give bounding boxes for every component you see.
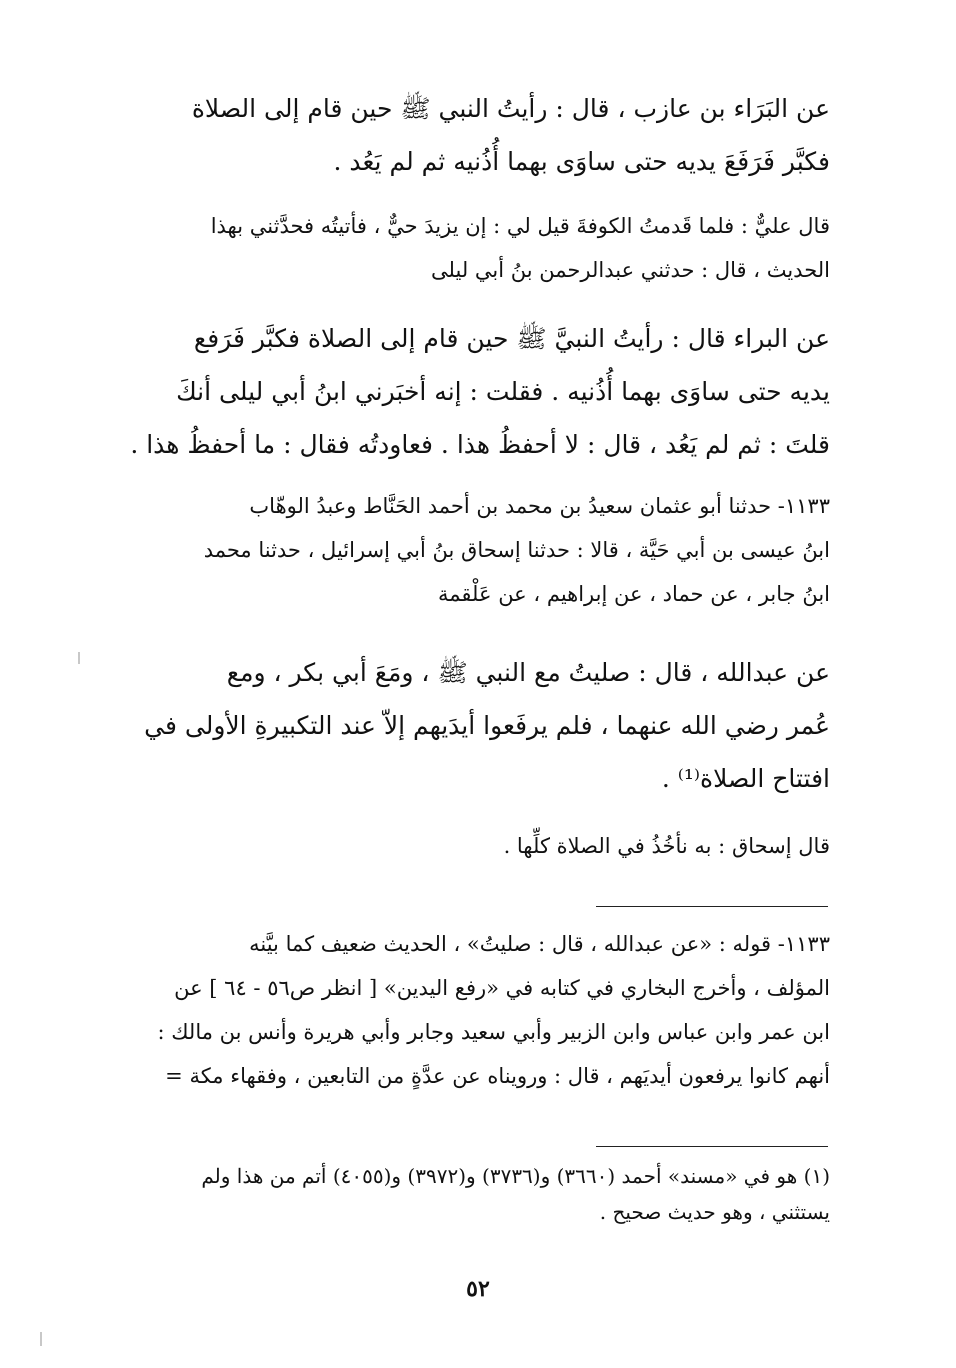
text-line: قلتَ : ثم لم يَعُد ، قال : لا أحفظُ هذا . فعاودتُه فقال : ما أحفظُ هذا . xyxy=(130,430,830,459)
text-line: قال إسحاق : به نأخُذُ في الصلاة كلِّها . xyxy=(503,834,830,858)
footnote-1 xyxy=(122,1158,830,1230)
paragraph-hadith-abdullah xyxy=(122,646,830,805)
text-line: قال عليٌّ : فلما قَدمتُ الكوفةَ قيل لي : إن يزيدَ حيٌّ ، فأتيتُه فحدَّثني بهذا xyxy=(210,214,830,238)
text-line: يديه حتى ساوَى بهما أُذُنيه . فقلت : إنه أخبَرني ابنُ أبي ليلى أنكَ xyxy=(176,377,830,406)
text-line: عن عبدالله ، قال : صليتُ مع النبي ﷺ ، ومَعَ أبي بكر ، ومع xyxy=(226,658,830,687)
paragraph-hadith-bara-1 xyxy=(122,82,830,188)
page-number: ٥٢ xyxy=(466,1276,490,1302)
text-line: عن البراء قال : رأيتُ النبيَّ ﷺ حين قام إلى الصلاة فكبَّر فَرَفع xyxy=(193,324,830,353)
text-line: ١١٣٣- حدثنا أبو عثمان سعيدُ بن محمد بن أحمد الحَنَّاط وعبدُ الوهّاب xyxy=(249,494,830,518)
text-line: أنهم كانوا يرفعون أيديَهم ، قال : ورويناه عن عدَّةٍ من التابعين ، وفقهاء مكة = xyxy=(165,1064,830,1088)
paragraph-hadith-bara-2 xyxy=(122,312,830,471)
text-line: افتتاح الصلاة⁽¹⁾ . xyxy=(661,764,830,793)
text-line: ابن عمر وابن عباس وابن الزبير وأبي سعيد وجابر وأبي هريرة وأنس بن مالك : xyxy=(157,1020,830,1044)
text-line: ١١٣٣- قوله : «عن عبدالله ، قال : صليتُ» ، الحديث ضعيف كما بيَّنه xyxy=(249,932,830,956)
commentary-separator xyxy=(596,906,828,907)
scan-speck xyxy=(78,652,80,664)
text-line: فكبَّر فَرَفَعَ يديه حتى ساوَى بهما أُذُنيه ثم لم يَعُد . xyxy=(333,147,830,176)
paragraph-ishaq xyxy=(122,824,830,868)
text-line: عُمر رضي الله عنهما ، فلم يرفَعوا أيدَيهم إلاّ عند التكبيرةِ الأولى في xyxy=(144,711,830,740)
text-line: الحديث ، قال : حدثني عبدالرحمن بنُ أبي ليلى xyxy=(431,258,830,282)
text-line: (١) هو في «مسند» أحمد (٣٦٦٠) و(٣٧٣٦) و(٣٩٧٢) و(٤٠٥٥) أتم من هذا ولم xyxy=(201,1164,830,1188)
text-line: يستثني ، وهو حديث صحيح . xyxy=(599,1200,830,1224)
paragraph-ali-narration xyxy=(122,204,830,292)
text-line: عن البَرَاء بن عازب ، قال : رأيتُ النبي ﷺ حين قام إلى الصلاة xyxy=(191,94,830,123)
scan-speck xyxy=(40,1332,42,1346)
text-line: ابنُ جابر ، عن حماد ، عن إبراهيم ، عن عَلْقمة xyxy=(438,582,830,606)
paragraph-isnad-1133 xyxy=(122,484,830,616)
text-line: ابنُ عيسى بن أبي حَيَّة ، قالا : حدثنا إسحاق بنُ أبي إسرائيل ، حدثنا محمد xyxy=(203,538,830,562)
commentary-1133 xyxy=(122,922,830,1098)
text-line: المؤلف ، وأخرج البخاري في كتابه في «رفع اليدين» [ انظر ص٥٦ - ٦٤ ] عن xyxy=(174,976,830,1000)
footnote-separator xyxy=(596,1146,828,1147)
